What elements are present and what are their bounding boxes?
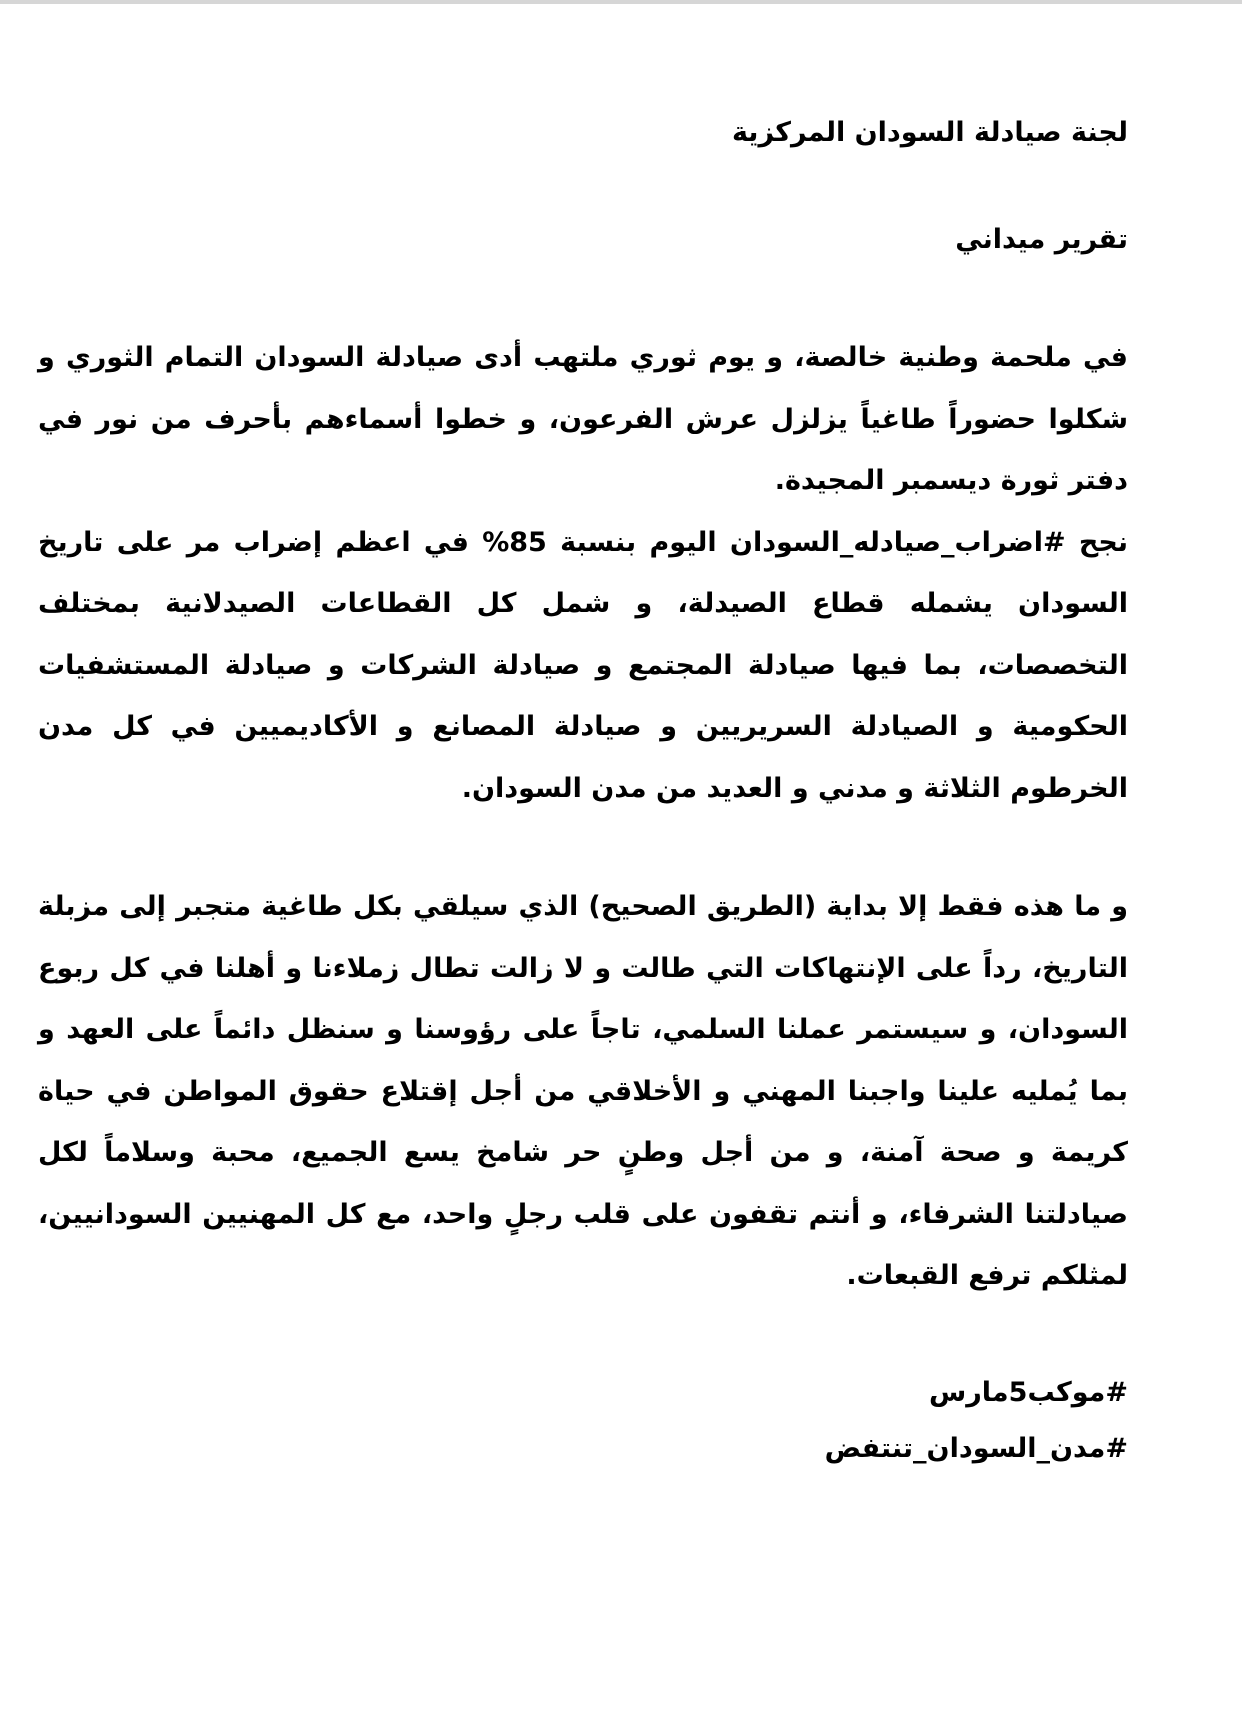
paragraph-intro: في ملحمة وطنية خالصة، و يوم ثوري ملتهب أدى صيادلة السودان التمام الثوري و شكلوا حضوراً طاغياً يزلزل عرش الفرعون، و خطوا أسماءهم بأحرف من نور في دفتر ثورة ديسمبر المجيدة.	[38, 342, 1128, 496]
paragraph-closing: و ما هذه فقط إلا بداية (الطريق الصحيح) الذي سيلقي بكل طاغية متجبر إلى مزبلة التاريخ، رداً على الإنتهاكات التي طالت و لا زالت تطال زملاءنا و أهلنا في كل ربوع السودان، و سيستمر عملنا السلمي، تاجاً على رؤوسنا و سنظل دائماً على العهد و بما يُمليه علينا واجبنا المهني و الأخلاقي من أجل إقتلاع حقوق المواطن في حياة كريمة و صحة آمنة، و من أجل وطنٍ حر شامخ يسع الجميع، محبة وسلاماً لكل صيادلتنا الشرفاء، و أنتم تقفون على قلب رجلٍ واحد، مع كل المهنيين السودانيين، لمثلكم ترفع القبعات.	[38, 891, 1128, 1291]
paragraph-strike-details: نجح #اضراب_صيادله_السودان اليوم بنسبة 85% في اعظم إضراب مر على تاريخ السودان يشمله قطاع الصيدلة، و شمل كل القطاعات الصيدلانية بمختلف التخصصات، بما فيها صيادلة المجتمع و صيادلة الشركات و صيادلة المستشفيات الحكومية و الصيادلة السريريين و صيادلة المصانع و الأكاديميين في كل مدن الخرطوم الثلاثة و مدني و العديد من مدن السودان.	[38, 526, 1128, 804]
document-body	[38, 108, 1128, 1477]
top-border	[0, 0, 1242, 4]
hashtag: #مدن_السودان_تنتفض	[824, 1432, 1128, 1464]
document-subtitle: تقرير ميداني	[955, 224, 1128, 255]
hashtag-list	[38, 1365, 1128, 1477]
document-title: لجنة صيادلة السودان المركزية	[731, 117, 1128, 148]
hashtag: #موكب5مارس	[928, 1376, 1128, 1408]
